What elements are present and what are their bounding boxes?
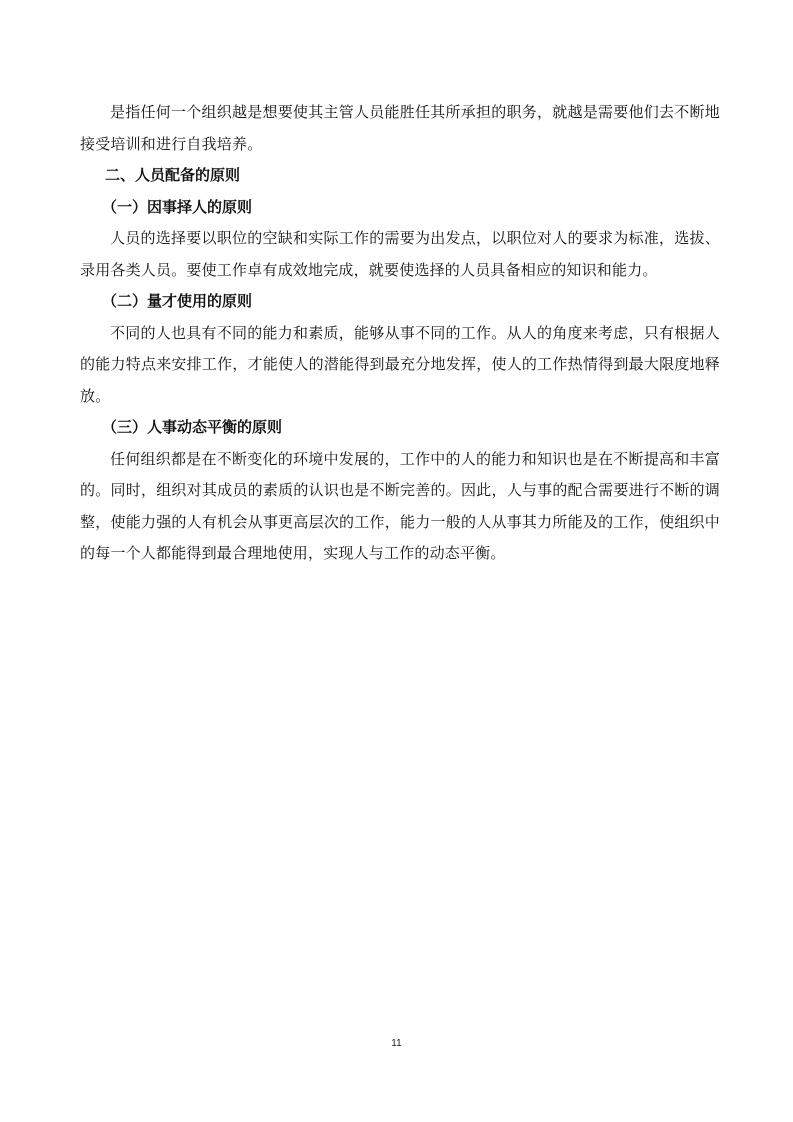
subsection-heading-3: （三）人事动态平衡的原则 xyxy=(102,418,283,436)
page-number: 11 xyxy=(391,1038,402,1049)
page-body xyxy=(80,97,720,570)
paragraph-subsection-2: 不同的人也具有不同的能力和素质，能够从事不同的工作。从人的角度来考虑，只有根据人的能力特点来安排工作，才能使人的潜能得到最充分地发挥，使人的工作热情得到最大限度地释放。 xyxy=(80,323,720,405)
paragraph-subsection-3: 任何组织都是在不断变化的环境中发展的，工作中的人的能力和知识也是在不断提高和丰富的。同时，组织对其成员的素质的认识也是不断完善的。因此，人与事的配合需要进行不断的调整，使能力强的人有机会从事更高层次的工作，能力一般的人从事其力所能及的工作，使组织中的每一个人都能得到最合理地使用，实现人与工作的动态平衡。 xyxy=(80,449,720,562)
paragraph-subsection-1: 人员的选择要以职位的空缺和实际工作的需要为出发点，以职位对人的要求为标准，选拔、录用各类人员。要使工作卓有成效地完成，就要使选择的人员具备相应的知识和能力。 xyxy=(80,229,720,279)
paragraph-intro-continuation: 是指任何一个组织越是想要使其主管人员能胜任其所承担的职务，就越是需要他们去不断地接受培训和进行自我培养。 xyxy=(80,103,720,153)
subsection-heading-1: （一）因事择人的原则 xyxy=(102,197,253,216)
section-heading-staffing-principles: 二、人员配备的原则 xyxy=(105,166,241,184)
subsection-heading-2: （二）量才使用的原则 xyxy=(102,292,253,310)
